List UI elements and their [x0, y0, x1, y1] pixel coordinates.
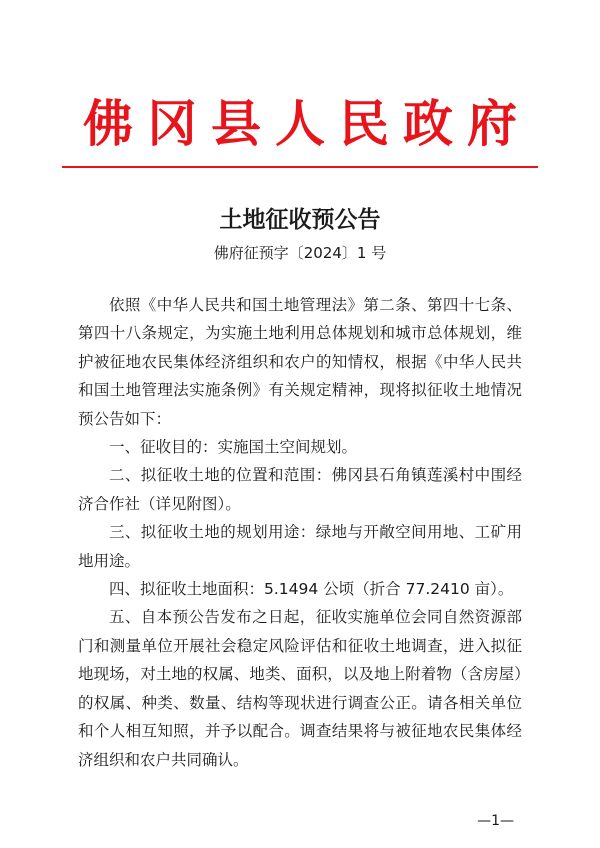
- document-title: 土地征收预公告: [219, 206, 381, 233]
- page-number: —1—: [477, 813, 514, 829]
- paragraph-planned-use: 三、拟征收土地的规划用途：绿地与开敞空间用地、工矿用地用途。: [78, 523, 522, 570]
- document-number: 佛府征预字〔2024〕1 号: [213, 244, 387, 262]
- paragraph-location: 二、拟征收土地的位置和范围：佛冈县石角镇莲溪村中围经济合作社（详见附图）。: [78, 466, 522, 513]
- document-body: [78, 291, 522, 774]
- org-title: 佛冈县人民政府: [83, 94, 531, 153]
- paragraph-survey: 五、自本预公告发布之日起，征收实施单位会同自然资源部门和测量单位开展社会稳定风险评估和征收土地调查，进入拟征地现场，对土地的权属、地类、面积，以及地上附着物（含房屋）的权属、种类、数量、结构等现状进行调查公正。请各相关单位和个人相互知照，并予以配合。调查结果将与被征地农民集体经济组织和农户共同确认。: [78, 608, 522, 769]
- red-header-rule: [62, 166, 538, 168]
- paragraph-area: 四、拟征收土地面积：5.1494 公顷（折合 77.2410 亩）。: [109, 580, 514, 599]
- paragraph-intro: 依照《中华人民共和国土地管理法》第二条、第四十七条、第四十八条规定，为实施土地利用总体规划和城市总体规划，维护被征地农民集体经济组织和农户的知情权，根据《中华人民共和国土地管理法实施条例》有关规定精神，现将拟征收土地情况预公告如下：: [78, 296, 522, 428]
- paragraph-purpose: 一、征收目的：实施国土空间规划。: [109, 438, 358, 457]
